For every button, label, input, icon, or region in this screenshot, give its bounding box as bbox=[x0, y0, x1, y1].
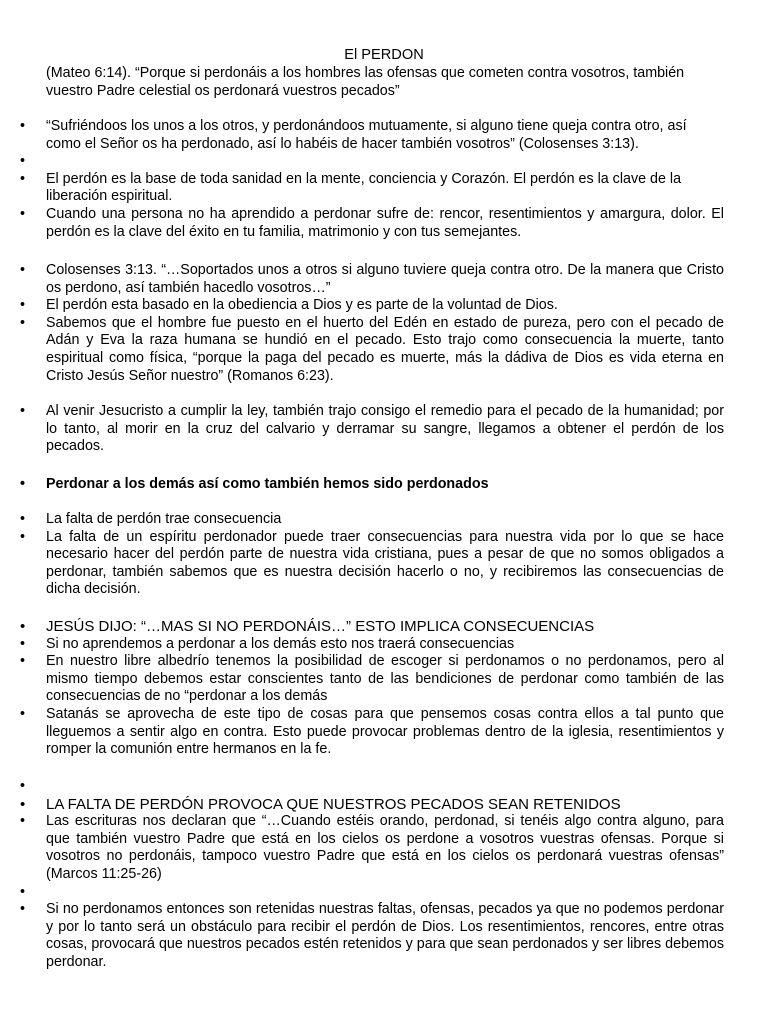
bullet-icon: • bbox=[20, 170, 26, 187]
bullet-block-heading bbox=[0, 476, 768, 494]
list-item bbox=[0, 618, 768, 636]
list-item bbox=[0, 884, 768, 902]
list-item-text: Al venir Jesucristo a cumplir la ley, también trajo consigo el remedio para el pecado de la humanidad; por lo tanto, al morir en la cruz del calvario y derramar su sangre, llegamos a obtener el perdón de los pecados. bbox=[46, 403, 724, 455]
bullet-icon: • bbox=[20, 476, 26, 492]
section-heading: Perdonar a los demás así como también hemos sido perdonados bbox=[46, 476, 489, 492]
list-item bbox=[0, 403, 768, 456]
bullet-icon: • bbox=[20, 653, 26, 670]
bullet-icon: • bbox=[20, 528, 26, 545]
list-item-text: Si no aprendemos a perdonar a los demás esto nos traerá consecuencias bbox=[46, 635, 515, 652]
list-item-text: La falta de perdón trae consecuencia bbox=[46, 511, 282, 527]
bullet-icon: • bbox=[20, 901, 26, 918]
bullet-icon: • bbox=[20, 705, 26, 722]
list-item bbox=[0, 153, 768, 171]
bullet-icon: • bbox=[20, 297, 26, 314]
list-item bbox=[0, 118, 768, 153]
list-item bbox=[0, 778, 768, 796]
list-item bbox=[0, 297, 768, 315]
bullet-block-3 bbox=[0, 403, 768, 456]
list-item-text: El perdón esta basado en la obediencia a Dios y es parte de la voluntad de Dios. bbox=[46, 297, 558, 314]
bullet-icon: • bbox=[20, 795, 26, 813]
list-item bbox=[0, 315, 768, 385]
bullet-icon: • bbox=[20, 618, 26, 635]
bullet-block-1 bbox=[0, 118, 768, 241]
list-item bbox=[0, 206, 768, 241]
intro-paragraph: (Mateo 6:14). “Porque si perdonáis a los hombres las ofensas que cometen contra vosotros, también vuestro Padre celestial os perdonará vuestros pecados” bbox=[46, 65, 685, 99]
list-item bbox=[0, 529, 768, 599]
list-item-text: En nuestro libre albedrío tenemos la posibilidad de escoger si perdonamos o no perdonamos, pero al mismo tiempo debemos estar conscientes tanto de las bendiciones de perdonar como también de las consecuencias de no “perdonar a los demás bbox=[46, 653, 724, 705]
list-item bbox=[0, 653, 768, 706]
list-item-text: La falta de un espíritu perdonador puede traer consecuencias para nuestra vida por lo que se hace necesario hacer del perdón parte de nuestra vida cristiana, pues a pesar de que no somos obligados a perdonar, también sabemos que es nuestra decisión hacerlo o no, y recibiremos las consecuencias de dicha decisión. bbox=[46, 528, 724, 598]
list-item bbox=[0, 511, 768, 529]
list-item-text: Si no perdonamos entonces son retenidas nuestras faltas, ofensas, pecados ya que no podemos perdonar y por lo tanto será un obstáculo para recibir el perdón de Dios. Los resentimientos, rencores, entre otras cosas, provocará que nuestros pecados estén retenidos y para que sean perdonados y ser libres debemos perdonar. bbox=[46, 901, 724, 970]
list-item-text: “Sufriéndoos los unos a los otros, y perdonándoos mutuamente, si alguno tiene queja contra otro, así como el Señor os ha perdonado, así lo habéis de hacer también vosotros” (Colosenses 3:13). bbox=[46, 118, 687, 152]
list-item bbox=[0, 901, 768, 971]
bullet-block-4 bbox=[0, 511, 768, 599]
document-title: El PERDON bbox=[344, 47, 424, 63]
bullet-block-5 bbox=[0, 618, 768, 759]
bullet-block-2 bbox=[0, 262, 768, 385]
list-item-text: Las escrituras nos declaran que “…Cuando estéis orando, perdonad, si tenéis algo contra alguno, para que también vuestro Padre que está en los cielos os perdone a vosotros vuestras ofensas. Porque si vosotros no perdonáis, tampoco vuestro Padre que está en los cielos os perdonará vuestras ofensas” (Marcos 11:25-26) bbox=[46, 813, 724, 882]
list-item-text: El perdón es la base de toda sanidad en la mente, conciencia y Corazón. El perdón es la clave de la liberación espiritual. bbox=[46, 170, 682, 205]
bullet-icon: • bbox=[20, 883, 26, 900]
bullet-icon: • bbox=[20, 262, 26, 278]
bullet-icon: • bbox=[20, 118, 26, 134]
bullet-block-6 bbox=[0, 778, 768, 972]
list-item-text: Cuando una persona no ha aprendido a perdonar sufre de: rencor, resentimientos y amargura, dolor. El perdón es la clave del éxito en tu familia, matrimonio y con tus semejantes. bbox=[46, 205, 724, 240]
bullet-icon: • bbox=[20, 403, 26, 419]
list-item bbox=[0, 706, 768, 759]
bullet-icon: • bbox=[20, 511, 26, 527]
section-heading: JESÚS DIJO: “…MAS SI NO PERDONÁIS…” ESTO IMPLICA CONSECUENCIAS bbox=[46, 618, 595, 635]
list-item bbox=[0, 171, 768, 206]
bullet-icon: • bbox=[20, 314, 26, 331]
bullet-icon: • bbox=[20, 813, 26, 830]
list-item-text: Colosenses 3:13. “…Soportados unos a otros si alguno tuviere queja contra otro. De la manera que Cristo os perdono, así también hacedlo vosotros…” bbox=[46, 262, 724, 296]
list-item bbox=[0, 476, 768, 494]
section-heading: LA FALTA DE PERDÓN PROVOCA QUE NUESTROS PECADOS SEAN RETENIDOS bbox=[46, 795, 621, 813]
bullet-icon: • bbox=[20, 205, 26, 222]
list-item bbox=[0, 813, 768, 883]
list-item bbox=[0, 796, 768, 814]
list-item bbox=[0, 262, 768, 297]
list-item-text: Sabemos que el hombre fue puesto en el huerto del Edén en estado de pureza, pero con el pecado de Adán y Eva la raza humana se hundió en el pecado. Esto trajo como consecuencia la muerte, tanto espiritual como física, “porque la paga del pecado es muerte, más la dádiva de Dios es vida eterna en Cristo Jesús Señor nuestro” (Romanos 6:23). bbox=[46, 314, 724, 384]
bullet-icon: • bbox=[20, 635, 26, 652]
list-item bbox=[0, 636, 768, 654]
list-item-text: Satanás se aprovecha de este tipo de cosas para que pensemos cosas contra ellos a tal punto que lleguemos a sentir algo en contra. Esto puede provocar problemas dentro de la iglesia, resentimientos y romper la comunión entre hermanos en la fe. bbox=[46, 705, 724, 758]
bullet-icon: • bbox=[20, 778, 26, 794]
bullet-icon: • bbox=[20, 153, 26, 170]
